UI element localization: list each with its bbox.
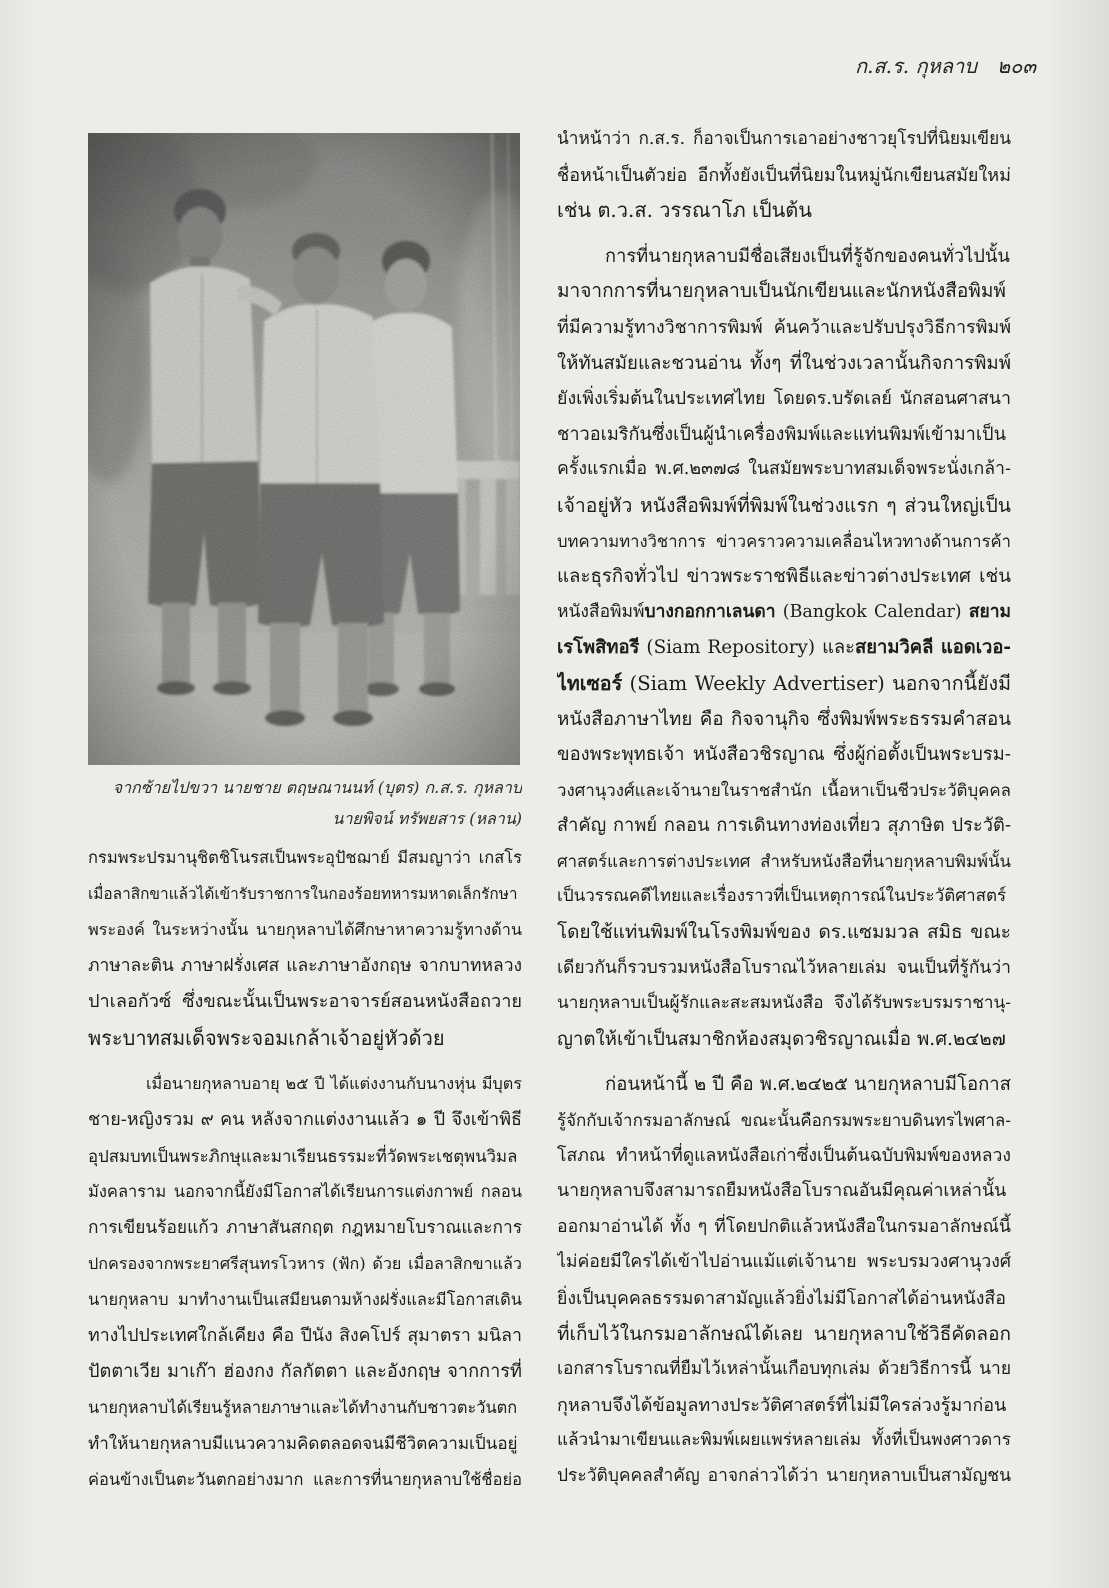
left-text-column bbox=[88, 840, 522, 1520]
bold-title-text: เรโพสิทอรี bbox=[557, 637, 640, 659]
text-line: ค่อนข้างเป็นตะวันตกอย่างมาก และการที่นายกุหลาบใช้ชื่อย่อ bbox=[88, 1470, 522, 1489]
text-line: ให้ทันสมัยและชวนอ่าน ทั้งๆ ที่ในช่วงเวลานั้นกิจการพิมพ์ bbox=[557, 352, 1011, 374]
text-line: ชาวอเมริกันซึ่งเป็นผู้นำเครื่องพิมพ์และแท่นพิมพ์เข้ามาเป็น bbox=[557, 423, 1006, 445]
text-line: นายกุหลาบจึงสามารถยืมหนังสือโบราณอันมีคุณค่าเหล่านั้น bbox=[557, 1181, 1007, 1202]
text-line: ออกมาอ่านได้ ทั้ง ๆ ที่โดยปกติแล้วหนังสือในกรมอาลักษณ์นี้ bbox=[557, 1216, 1011, 1237]
text-run: (Bangkok Calendar) bbox=[775, 601, 969, 622]
text-line: อุปสมบทเป็นพระภิกษุและมาเรียนธรรมะที่วัดพระเชตุพนวิมล bbox=[88, 1146, 518, 1166]
running-header bbox=[855, 50, 1036, 82]
text-line bbox=[557, 595, 1011, 631]
photograph-image bbox=[88, 133, 520, 765]
text-line: ทำให้นายกุหลาบมีแนวความคิดตลอดจนมีชีวิตความเป็นอยู่ bbox=[88, 1434, 518, 1454]
text-line bbox=[557, 630, 1011, 666]
text-line: แล้วนำมาเขียนและพิมพ์เผยแพร่หลายเล่ม ทั้งที่เป็นพงศาวดาร bbox=[557, 1430, 1011, 1451]
text-line: โสภณ ทำหน้าที่ดูแลหนังสือเก่าซึ่งเป็นต้นฉบับพิมพ์ของหลวง bbox=[557, 1145, 1011, 1166]
text-line: โดยใช้แท่นพิมพ์ในโรงพิมพ์ของ ดร.แซมมวล สมิธ ขณะ bbox=[557, 921, 1011, 944]
text-line: มาจากการที่นายกุหลาบเป็นนักเขียนและนักหนังสือพิมพ์ bbox=[557, 280, 1006, 303]
text-line: ครั้งแรกเมื่อ พ.ศ.๒๓๗๘ ในสมัยพระบาทสมเด็จพระนั่งเกล้า- bbox=[557, 459, 1011, 480]
photograph bbox=[88, 133, 520, 765]
bold-title-text: สยาม bbox=[968, 601, 1011, 622]
text-line: ปาเลอกัวซ์ ซึ่งขณะนั้นเป็นพระอาจารย์สอนหนังสือถวาย bbox=[88, 991, 522, 1012]
text-line: ที่มีความรู้ทางวิชาการพิมพ์ ค้นคว้าและปรับปรุงวิธีการพิมพ์ bbox=[557, 316, 1011, 338]
text-line: ชาย-หญิงรวม ๙ คน หลังจากแต่งงานแล้ว ๑ ปี จึงเข้าพิธี bbox=[88, 1109, 522, 1130]
text-line: และธุรกิจทั่วไป ข่าวพระราชพิธีและข่าวต่างประเทศ เช่น bbox=[557, 566, 1011, 588]
bold-title-text: สยามวิคลี แอดเวอ- bbox=[855, 637, 1011, 659]
photo-caption bbox=[88, 772, 522, 834]
text-line: ประวัติบุคคลสำคัญ อาจกล่าวได้ว่า นายกุหลาบเป็นสามัญชน bbox=[557, 1465, 1011, 1486]
text-line: เดียวกันก็รวบรวมหนังสือโบราณไว้หลายเล่ม จนเป็นที่รู้กันว่า bbox=[557, 957, 1011, 978]
text-line: เมื่อนายกุหลาบอายุ ๒๕ ปี ได้แต่งงานกับนางหุ่น มีบุตร bbox=[146, 1074, 522, 1093]
text-line: เป็นวรรณคดีไทยและเรื่องราวที่เป็นเหตุการณ์ในประวัติศาสตร์ bbox=[557, 886, 1007, 907]
text-line: บทความทางวิชาการ ข่าวคราวความเคลื่อนไหวทางด้านการค้า bbox=[557, 531, 1011, 551]
text-line: นายกุหลาบ มาทำงานเป็นเสมียนตามห้างฝรั่งและมีโอกาสเดิน bbox=[88, 1290, 522, 1309]
text-line: ชื่อหน้าเป็นตัวย่อ อีกทั้งยังเป็นที่นิยมในหมู่นักเขียนสมัยใหม่ bbox=[557, 164, 1011, 186]
text-line: ปกครองจากพระยาศรีสุนทรโวหาร (ฟัก) ด้วย เมื่อลาสิกขาแล้ว bbox=[88, 1254, 522, 1273]
text-line: ก่อนหน้านี้ ๒ ปี คือ พ.ศ.๒๔๒๕ นายกุหลาบมีโอกาส bbox=[605, 1074, 1011, 1096]
text-run: (Siam Weekly Advertiser) นอกจากนี้ยังมี bbox=[622, 671, 1011, 695]
text-line: พระองค์ ในระหว่างนั้น นายกุหลาบได้ศึกษาหาความรู้ทางด้าน bbox=[88, 920, 522, 939]
text-line: สำคัญ กาพย์ กลอน การเดินทางท่องเที่ยว สุภาษิต ประวัติ- bbox=[557, 815, 1011, 837]
bold-title-text: บางกอกกาเลนดา bbox=[644, 601, 776, 622]
paragraph bbox=[557, 239, 1011, 1058]
text-line: ศาสตร์และการต่างประเทศ สำหรับหนังสือที่นายกุหลาบพิมพ์นั้น bbox=[557, 850, 1011, 871]
text-line: การเขียนร้อยแก้ว ภาษาสันสกฤต กฎหมายโบราณและการ bbox=[88, 1218, 522, 1238]
page-edge-shadow-right bbox=[1039, 0, 1109, 1588]
text-line: เอกสารโบราณที่ยืมไว้เหล่านั้นเกือบทุกเล่ม ด้วยวิธีการนี้ นาย bbox=[557, 1359, 1011, 1380]
text-line: เมื่อลาสิกขาแล้วได้เข้ารับราชการในกองร้อยทหารมหาดเล็กรักษา bbox=[88, 885, 518, 903]
text-line: ไม่ค่อยมีใครได้เข้าไปอ่านแม้แต่เจ้านาย พระบรมวงศานุวงศ์ bbox=[557, 1252, 1011, 1273]
text-line: ที่เก็บไว้ในกรมอาลักษณ์ได้เลย นายกุหลาบใช้วิธีคัดลอก bbox=[557, 1322, 1011, 1345]
paragraph bbox=[557, 122, 1011, 229]
page-number: ๒๐๓ bbox=[996, 54, 1036, 78]
text-run: หนังสือพิมพ์ bbox=[557, 601, 645, 622]
text-line: เช่น ต.ว.ส. วรรณาโภ เป็นต้น bbox=[557, 198, 812, 223]
text-line: วงศานุวงศ์และเจ้านายในราชสำนัก เนื้อหาเป็นชีวประวัติบุคคล bbox=[557, 779, 1011, 800]
page-edge-shadow-left bbox=[0, 0, 40, 1588]
bold-title-text: ไทเซอร์ bbox=[557, 671, 623, 695]
paragraph bbox=[88, 1066, 522, 1498]
text-line: นายกุหลาบได้เรียนรู้หลายภาษาและได้ทำงานกับชาวตะวันตก bbox=[88, 1398, 518, 1417]
text-line: หนังสือภาษาไทย คือ กิจจานุกิจ ซึ่งพิมพ์พระธรรมคำสอน bbox=[557, 708, 1011, 730]
caption-line: นายพิจน์ ทรัพยสาร (หลาน) bbox=[332, 809, 522, 828]
text-run: (Siam Repository) และ bbox=[639, 637, 856, 659]
paragraph bbox=[557, 1067, 1011, 1494]
text-line: นำหน้าว่า ก.ส.ร. ก็อาจเป็นการเอาอย่างชาวยุโรปที่นิยมเขียน bbox=[557, 129, 1011, 149]
text-line: ญาตให้เข้าเป็นสมาชิกห้องสมุดวชิรญาณเมื่อ พ.ศ.๒๔๒๗ bbox=[557, 1028, 1006, 1050]
text-line: กุหลาบจึงได้ข้อมูลทางประวัติศาสตร์ที่ไม่มีใครล่วงรู้มาก่อน bbox=[557, 1394, 1007, 1416]
text-line: กรมพระปรมานุชิตชิโนรสเป็นพระอุปัชฌาย์ มีสมญาว่า เกสโร bbox=[88, 848, 522, 867]
text-line: ปัตตาเวีย มาเก๊า ฮ่องกง กัลกัตตา และอังกฤษ จากการที่ bbox=[88, 1361, 522, 1382]
text-line: ภาษาละติน ภาษาฝรั่งเศส และภาษาอังกฤษ จากบาทหลวง bbox=[88, 956, 522, 976]
text-line: เจ้าอยู่หัว หนังสือพิมพ์ที่พิมพ์ในช่วงแรก ๆ ส่วนใหญ่เป็น bbox=[557, 493, 1011, 517]
text-line: พระบาทสมเด็จพระจอมเกล้าเจ้าอยู่หัวด้วย bbox=[88, 1026, 445, 1050]
text-line: ของพระพุทธเจ้า หนังสือวชิรญาณ ซึ่งผู้ก่อตั้งเป็นพระบรม- bbox=[557, 744, 1011, 766]
text-line: ทางไปประเทศใกล้เคียง คือ ปีนัง สิงคโปร์ สุมาตรา มนิลา bbox=[88, 1326, 522, 1346]
paragraph bbox=[88, 840, 522, 1056]
text-line: การที่นายกุหลาบมีชื่อเสียงเป็นที่รู้จักของคนทั่วไปนั้น bbox=[605, 245, 1010, 267]
text-line: มังคลาราม นอกจากนี้ยังมีโอกาสได้เรียนการแต่งกาพย์ กลอน bbox=[88, 1182, 522, 1201]
text-line: รู้จักกับเจ้ากรมอาลักษณ์ ขณะนั้นคือกรมพระยาบดินทรไพศาล- bbox=[557, 1110, 1011, 1131]
text-line: นายกุหลาบเป็นผู้รักและสะสมหนังสือ จึงได้รับพระบรมราชานุ- bbox=[557, 993, 1011, 1014]
right-text-column bbox=[557, 122, 1011, 1522]
text-line: ยังเพิ่งเริ่มต้นในประเทศไทย โดยดร.บรัดเลย์ นักสอนศาสนา bbox=[557, 388, 1011, 410]
text-line: ยิ่งเป็นบุคคลธรรมดาสามัญแล้วยิ่งไม่มีโอกาสได้อ่านหนังสือ bbox=[557, 1288, 1006, 1309]
running-title: ก.ส.ร. กุหลาบ bbox=[854, 54, 977, 78]
photo-vignette bbox=[88, 133, 520, 765]
text-line bbox=[557, 666, 1011, 702]
caption-line: จากซ้ายไปขวา นายชาย ตฤษณานนท์ (บุตร) ก.ส.ร. กุหลาบ bbox=[112, 778, 522, 797]
